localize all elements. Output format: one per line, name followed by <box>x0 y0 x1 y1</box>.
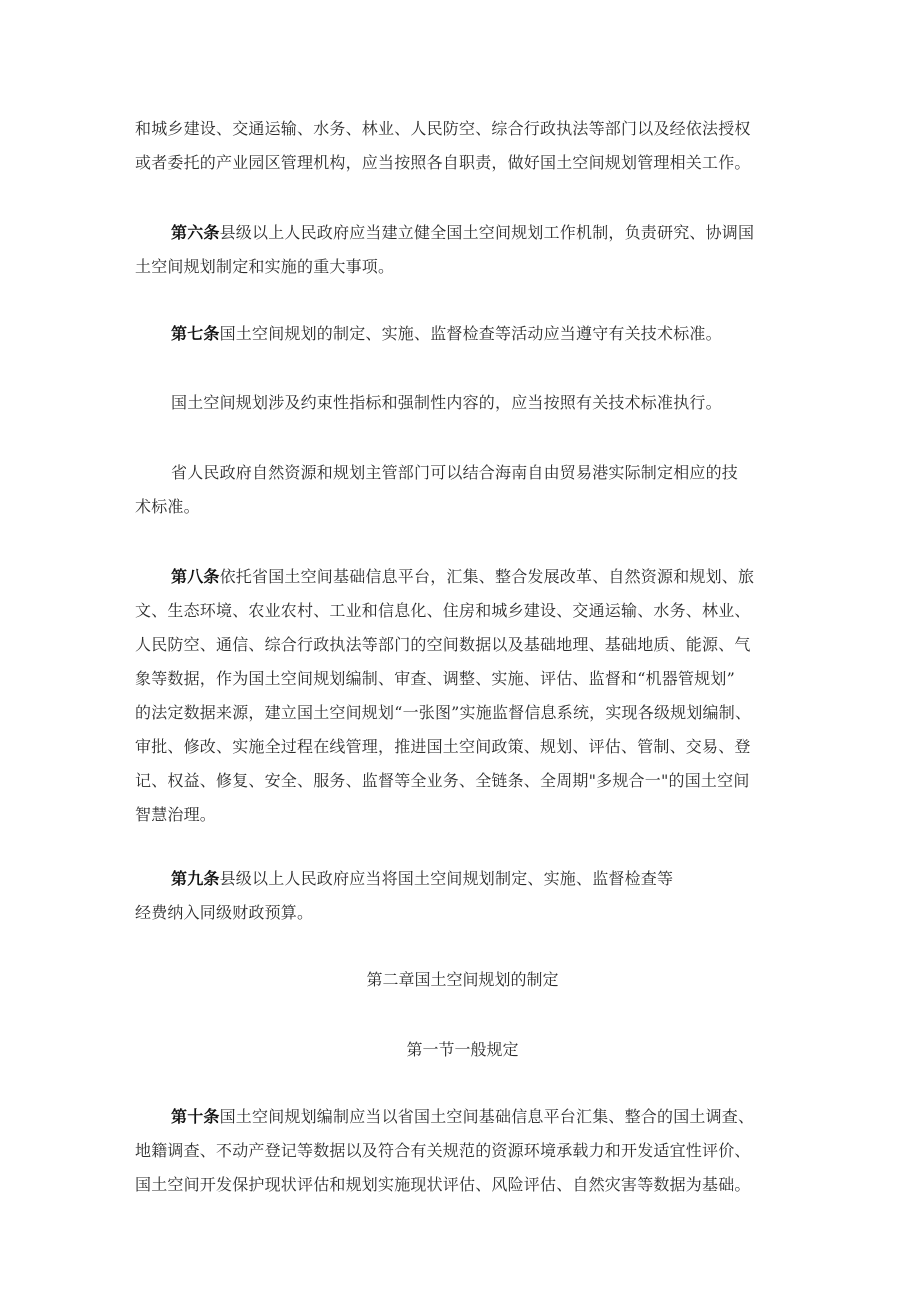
text-line <box>135 560 790 594</box>
text-line <box>135 1100 790 1134</box>
article-text: 国土空间规划编制应当以省国土空间基础信息平台汇集、整合的国土调查、 <box>219 1107 755 1126</box>
text-line <box>135 317 790 351</box>
article-number: 第六条 <box>171 223 220 242</box>
text-line: 和城乡建设、交通运输、水务、林业、人民防空、综合行政执法等部门以及经依法授权 <box>135 119 751 138</box>
text-line: 国土空间开发保护现状评估和规划实施现状评估、风险评估、自然灾害等数据为基础。 <box>135 1175 751 1194</box>
article-text: 依托省国土空间基础信息平台，汇集、整合发展改革、自然资源和规划、旅 <box>219 567 755 586</box>
article-7 <box>135 317 790 351</box>
text-line: 智慧治理。 <box>135 805 217 824</box>
article-6 <box>135 216 790 284</box>
text-line: 地籍调查、不动产登记等数据以及符合有关规范的资源环境承载力和开发适宜性评价、 <box>135 1141 751 1160</box>
article-text: 县级以上人民政府应当建立健全国土空间规划工作机制，负责研究、协调国 <box>219 223 755 242</box>
text-line <box>135 216 790 250</box>
paragraph-continuation <box>135 112 790 180</box>
article-10 <box>135 1100 790 1202</box>
article-number: 第十条 <box>171 1107 220 1126</box>
text-line: 或者委托的产业园区管理机构，应当按照各自职责，做好国土空间规划管理相关工作。 <box>135 153 751 172</box>
article-7-paragraph-3 <box>135 456 790 524</box>
section-heading: 第一节一般规定 <box>406 1040 519 1059</box>
text-line: 审批、修改、实施全过程在线管理，推进国土空间政策、规划、评估、管制、交易、登 <box>135 737 751 756</box>
text-line: 象等数据，作为国土空间规划编制、审查、调整、实施、评估、监督和“机器管规划” <box>135 669 735 688</box>
article-number: 第九条 <box>171 869 220 888</box>
article-8 <box>135 560 790 832</box>
article-9 <box>135 862 790 930</box>
text-line: 人民防空、通信、综合行政执法等部门的空间数据以及基础地理、基础地质、能源、气 <box>135 635 751 654</box>
text-line: 省人民政府自然资源和规划主管部门可以结合海南自由贸易港实际制定相应的技 <box>171 463 739 482</box>
text-line: 文、生态环境、农业农村、工业和信息化、住房和城乡建设、交通运输、水务、林业、 <box>135 601 751 620</box>
chapter-heading: 第二章国土空间规划的制定 <box>366 970 559 989</box>
article-text: 县级以上人民政府应当将国土空间规划制定、实施、监督检查等 <box>219 869 674 888</box>
article-number: 第八条 <box>171 567 220 586</box>
article-number: 第七条 <box>171 324 220 343</box>
text-line: 国土空间规划涉及约束性指标和强制性内容的，应当按照有关技术标准执行。 <box>171 393 722 412</box>
text-line: 土空间规划制定和实施的重大事项。 <box>135 257 395 276</box>
article-7-paragraph-2 <box>135 386 790 420</box>
article-text: 国土空间规划的制定、实施、监督检查等活动应当遵守有关技术标准。 <box>219 324 722 343</box>
text-line <box>135 862 790 896</box>
text-line: 记、权益、修复、安全、服务、监督等全业务、全链条、全周期"多规合一"的国土空间 <box>135 771 750 790</box>
text-line: 经费纳入同级财政预算。 <box>135 903 314 922</box>
text-line: 的法定数据来源，建立国土空间规划“一张图”实施监督信息系统，实现各级规划编制、 <box>135 703 752 722</box>
text-line: 术标准。 <box>135 497 200 516</box>
